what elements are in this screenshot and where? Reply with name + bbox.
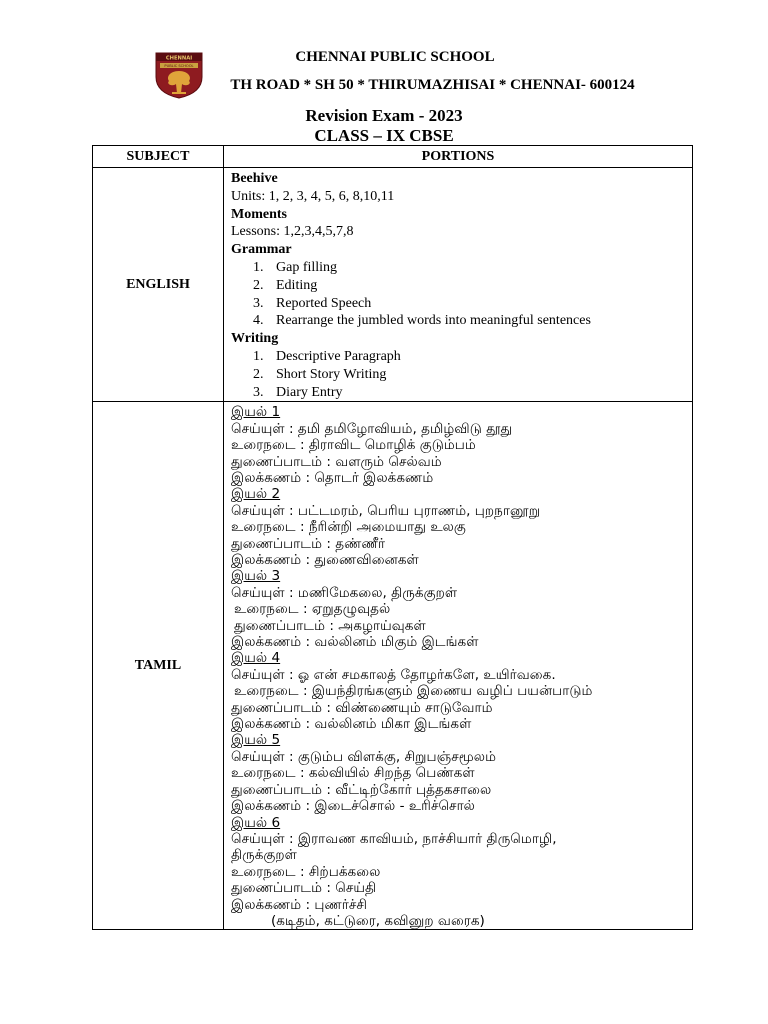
portion-line: இலக்கணம் : தொடர் இலக்கணம்	[231, 469, 434, 486]
section-heading: இயல் 2	[231, 486, 281, 503]
english-portions	[224, 168, 693, 402]
portion-line: உரைநடை : கல்வியில் சிறந்த பெண்கள்	[231, 765, 475, 782]
grammar-title: Grammar	[231, 242, 292, 258]
table-row	[93, 402, 693, 930]
moments-title: Moments	[231, 206, 287, 222]
section-heading: இயல் 4	[231, 650, 281, 667]
portion-line: செய்யுள் : இராவண காவியம், நாச்சியார் திருமொழி,	[231, 830, 557, 847]
portion-line: துணைப்பாடம் : தண்ணீர்	[231, 535, 386, 552]
portion-line: செய்யுள் : தமி தமிழோவியம், தமிழ்விடு தூது	[231, 420, 513, 437]
portions-table	[92, 145, 693, 930]
tamil-portions	[224, 402, 693, 930]
portion-line: இலக்கணம் : துணைவினைகள்	[231, 552, 419, 569]
list-item: 3. Diary Entry	[253, 384, 343, 400]
portion-line: (கடிதம், கட்டுரை, கவினுற வரைக)	[271, 912, 485, 929]
svg-text:PUBLIC SCHOOL: PUBLIC SCHOOL	[164, 63, 194, 68]
subject-english: ENGLISH	[93, 168, 224, 402]
portion-line: உரைநடை : சிற்பக்கலை	[231, 863, 381, 880]
portion-line: செய்யுள் : பட்டமரம், பெரிய புராணம், புறநானூறு	[231, 502, 541, 519]
list-item: 4. Rearrange the jumbled words into meaningful sentences	[253, 313, 591, 329]
writing-title: Writing	[231, 331, 279, 347]
beehive-title: Beehive	[231, 171, 278, 186]
beehive-units: Units: 1, 2, 3, 4, 5, 6, 8,10,11	[231, 188, 395, 204]
portion-line: துணைப்பாடம் : வளரும் செல்வம்	[231, 453, 442, 470]
portion-line: இலக்கணம் : வல்லினம் மிகா இடங்கள்	[231, 716, 472, 733]
section-heading: இயல் 5	[231, 732, 281, 749]
portion-line: உரைநடை : நீரின்றி அமையாது உலகு	[231, 519, 466, 536]
portion-line: துணைப்பாடம் : வீட்டிற்கோர் புத்தகசாலை	[231, 781, 492, 798]
portions-header: PORTIONS	[224, 146, 693, 168]
portion-line: உரைநடை : ஏறுதழுவுதல்	[234, 601, 391, 618]
portion-line: உரைநடை : இயந்திரங்களும் இணைய வழிப் பயன்பாடும்	[234, 683, 593, 700]
section-heading: இயல் 3	[231, 568, 281, 585]
portion-line: திருக்குறள்	[231, 847, 297, 864]
list-item: 3. Reported Speech	[253, 295, 372, 311]
school-name: CHENNAI PUBLIC SCHOOL	[295, 49, 495, 65]
portion-line: இலக்கணம் : வல்லினம் மிகும் இடங்கள்	[231, 634, 479, 651]
list-item: 1. Gap filling	[253, 259, 338, 275]
svg-text:CHENNAI: CHENNAI	[165, 55, 193, 62]
portion-line: உரைநடை : திராவிட மொழிக் குடும்பம்	[231, 437, 476, 454]
list-item: 2. Short Story Writing	[253, 366, 387, 382]
portion-line: இலக்கணம் : இடைச்சொல் - உரிச்சொல்	[231, 798, 475, 815]
grammar-list	[231, 259, 692, 330]
portion-line: இலக்கணம் : புணர்ச்சி	[231, 896, 368, 913]
exam-title: Revision Exam - 2023	[305, 106, 463, 125]
list-item: 2. Editing	[253, 277, 318, 293]
portion-line: துணைப்பாடம் : அகழாய்வுகள்	[234, 617, 426, 634]
table-header-row	[93, 146, 693, 168]
portion-line: துணைப்பாடம் : விண்ணையும் சாடுவோம்	[231, 699, 493, 716]
portion-line: துணைப்பாடம் : செய்தி	[231, 880, 377, 897]
list-item: 1. Descriptive Paragraph	[253, 348, 401, 364]
class-title: CLASS – IX CBSE	[314, 126, 454, 145]
school-address: TH ROAD * SH 50 * THIRUMAZHISAI * CHENNAI- 600124	[230, 77, 635, 93]
subject-tamil: TAMIL	[93, 402, 224, 930]
portion-line: செய்யுள் : குடும்ப விளக்கு, சிறுபஞ்சமூலம்	[231, 748, 497, 765]
portion-line: செய்யுள் : மணிமேகலை, திருக்குறள்	[231, 584, 458, 601]
portion-line: செய்யுள் : ஓ என் சமகாலத் தோழர்களே, உயிர்வகை.	[231, 666, 556, 683]
moments-lessons: Lessons: 1,2,3,4,5,7,8	[231, 224, 354, 240]
subject-header: SUBJECT	[93, 146, 224, 168]
section-heading: இயல் 1	[231, 404, 281, 421]
table-row	[93, 168, 693, 402]
section-heading: இயல் 6	[231, 814, 281, 831]
writing-list	[231, 348, 692, 401]
